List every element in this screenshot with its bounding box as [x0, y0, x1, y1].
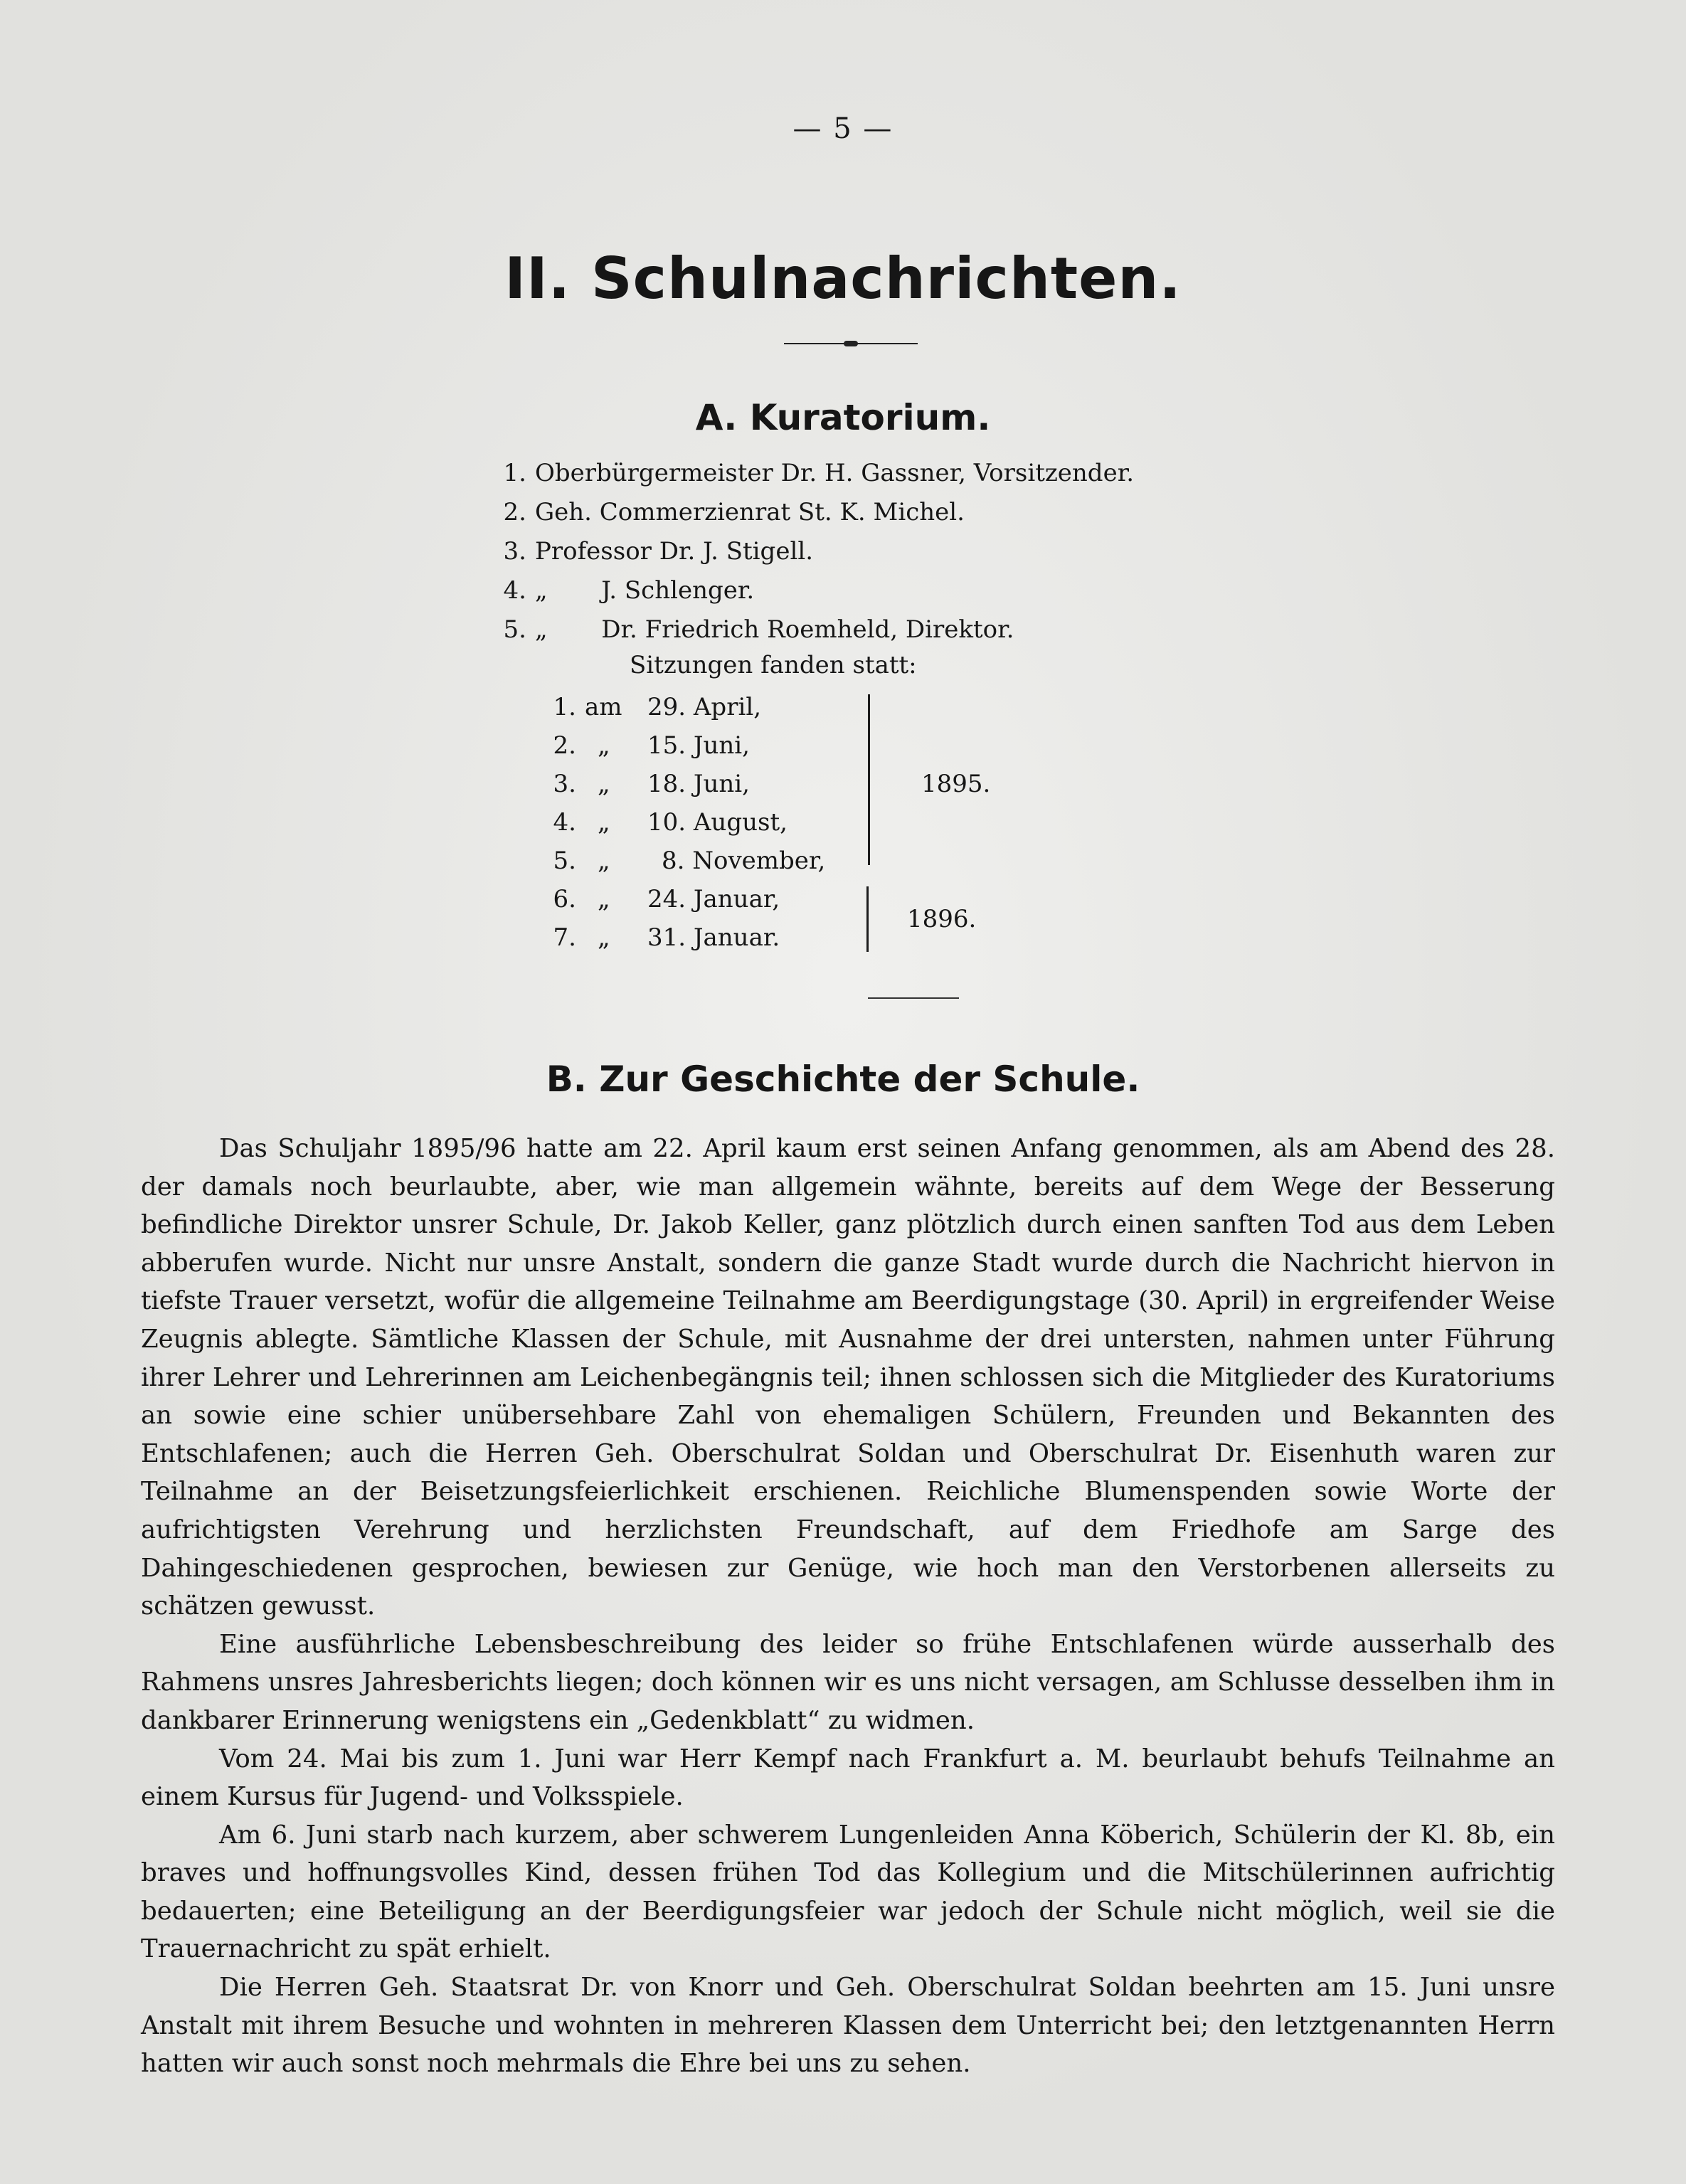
list-item-text: Geh. Commerzienrat St. K. Michel. [535, 498, 965, 526]
paragraph: Am 6. Juni starb nach kurzem, aber schwerem Lungenleiden Anna Köberich, Schülerin der Kl. 8b, ein braves und hoffnungsvolles Kind, dessen frühen Tod das Kollegium und die Mitschülerinnen aufrichtig bedauerten; eine Beteiligung an der Beerdigungsfeier war jedoch der Schule nicht möglich, weil sie die Trauernachricht zu spät erhielt. [141, 1820, 1555, 1964]
section-heading-kuratorium: A. Kuratorium. [695, 397, 991, 438]
session-number: 7. [553, 923, 576, 952]
session-date: 15. Juni, [647, 731, 750, 760]
session-preposition: „ [598, 770, 610, 798]
brace-1896 [866, 886, 869, 952]
list-item-number: 2. [503, 498, 526, 526]
session-date: 29. April, [647, 693, 762, 721]
paragraph: Die Herren Geh. Staatsrat Dr. von Knorr und Geh. Oberschulrat Soldan beehrten am 15. Juni unsre Anstalt mit ihrem Besuche und wohnten in mehreren Klassen dem Unterricht bei; den letztgenannten Herrn hatten wir auch sonst noch mehrmals die Ehre bei uns zu sehen. [141, 1973, 1555, 2079]
list-item-number: 5. [503, 615, 526, 644]
year-label-1895: 1895. [921, 770, 991, 798]
paragraph: Vom 24. Mai bis zum 1. Juni war Herr Kempf nach Frankfurt a. M. beurlaubt behufs Teilnahme an einem Kursus für Jugend- und Volksspiele. [141, 1744, 1555, 1812]
session-number: 3. [553, 770, 576, 798]
paragraph: Eine ausführliche Lebensbeschreibung des leider so frühe Entschlafenen würde ausserhalb des Rahmens unsres Jahresberichts liegen; doch können wir es uns nicht versagen, am Schlusse desselben ihm in dankbarer Erinnerung wenigstens ein „Gedenkblatt“ zu widmen. [141, 1629, 1555, 1735]
title-ornament-rule [784, 343, 918, 344]
section-divider [868, 997, 959, 999]
list-item-text: „ Dr. Friedrich Roemheld, Direktor. [535, 615, 1014, 644]
list-item-text: „ J. Schlenger. [535, 576, 755, 605]
session-number: 5. [553, 847, 576, 875]
page-number: — 5 — [792, 112, 894, 145]
sessions-title: Sitzungen fanden statt: [630, 651, 917, 679]
list-item-number: 4. [503, 576, 526, 605]
page-title: II. Schulnachrichten. [504, 245, 1182, 312]
brace-1895 [868, 694, 870, 865]
list-item-text: Professor Dr. J. Stigell. [535, 537, 813, 566]
session-preposition: „ [598, 885, 610, 913]
list-item-number: 1. [503, 459, 526, 487]
session-preposition: am [585, 693, 622, 721]
session-date: 24. Januar, [647, 885, 780, 913]
session-date: 10. August, [647, 808, 788, 837]
session-number: 1. [553, 693, 576, 721]
list-item-number: 3. [503, 537, 526, 566]
body-text [141, 1130, 1555, 2083]
session-preposition: „ [598, 847, 610, 875]
session-preposition: „ [598, 923, 610, 952]
session-preposition: „ [598, 731, 610, 760]
year-label-1896: 1896. [907, 905, 977, 933]
session-number: 6. [553, 885, 576, 913]
list-item-text: Oberbürgermeister Dr. H. Gassner, Vorsitzender. [535, 459, 1135, 487]
session-date: 18. Juni, [647, 770, 750, 798]
session-number: 4. [553, 808, 576, 837]
session-date: 8. November, [662, 847, 826, 875]
section-heading-geschichte: B. Zur Geschichte der Schule. [546, 1059, 1140, 1100]
session-preposition: „ [598, 808, 610, 837]
paragraph: Das Schuljahr 1895/96 hatte am 22. April kaum erst seinen Anfang genommen, als am Abend des 28. der damals noch beurlaubte, aber, wie man allgemein wähnte, bereits auf dem Wege der Besserung befindliche Direktor unsrer Schule, Dr. Jakob Keller, ganz plötzlich durch einen sanften Tod aus dem Leben abberufen wurde. Nicht nur unsre Anstalt, sondern die ganze Stadt wurde durch die Nachricht hiervon in tiefste Trauer versetzt, wofür die allgemeine Teilnahme am Beerdigungstage (30. April) in ergreifender Weise Zeugnis ablegte. Sämtliche Klassen der Schule, mit Ausnahme der drei untersten, nahmen unter Führung ihrer Lehrer und Lehrerinnen am Leichenbegängnis teil; ihnen schlossen sich die Mitglieder des Kuratoriums an sowie eine schier unübersehbare Zahl von ehemaligen Schülern, Freunden und Bekannten des Entschlafenen; auch die Herren Geh. Oberschulrat Soldan und Oberschulrat Dr. Eisenhuth waren zur Teilnahme an der Beisetzungsfeierlichkeit erschienen. Reichliche Blumenspenden sowie Worte der aufrichtigsten Verehrung und herzlichsten Freundschaft, auf dem Friedhofe am Sarge des Dahingeschiedenen gesprochen, bewiesen zur Genüge, wie hoch man den Verstorbenen allerseits zu schätzen gewusst. [141, 1134, 1555, 1621]
session-number: 2. [553, 731, 576, 760]
session-date: 31. Januar. [647, 923, 780, 952]
